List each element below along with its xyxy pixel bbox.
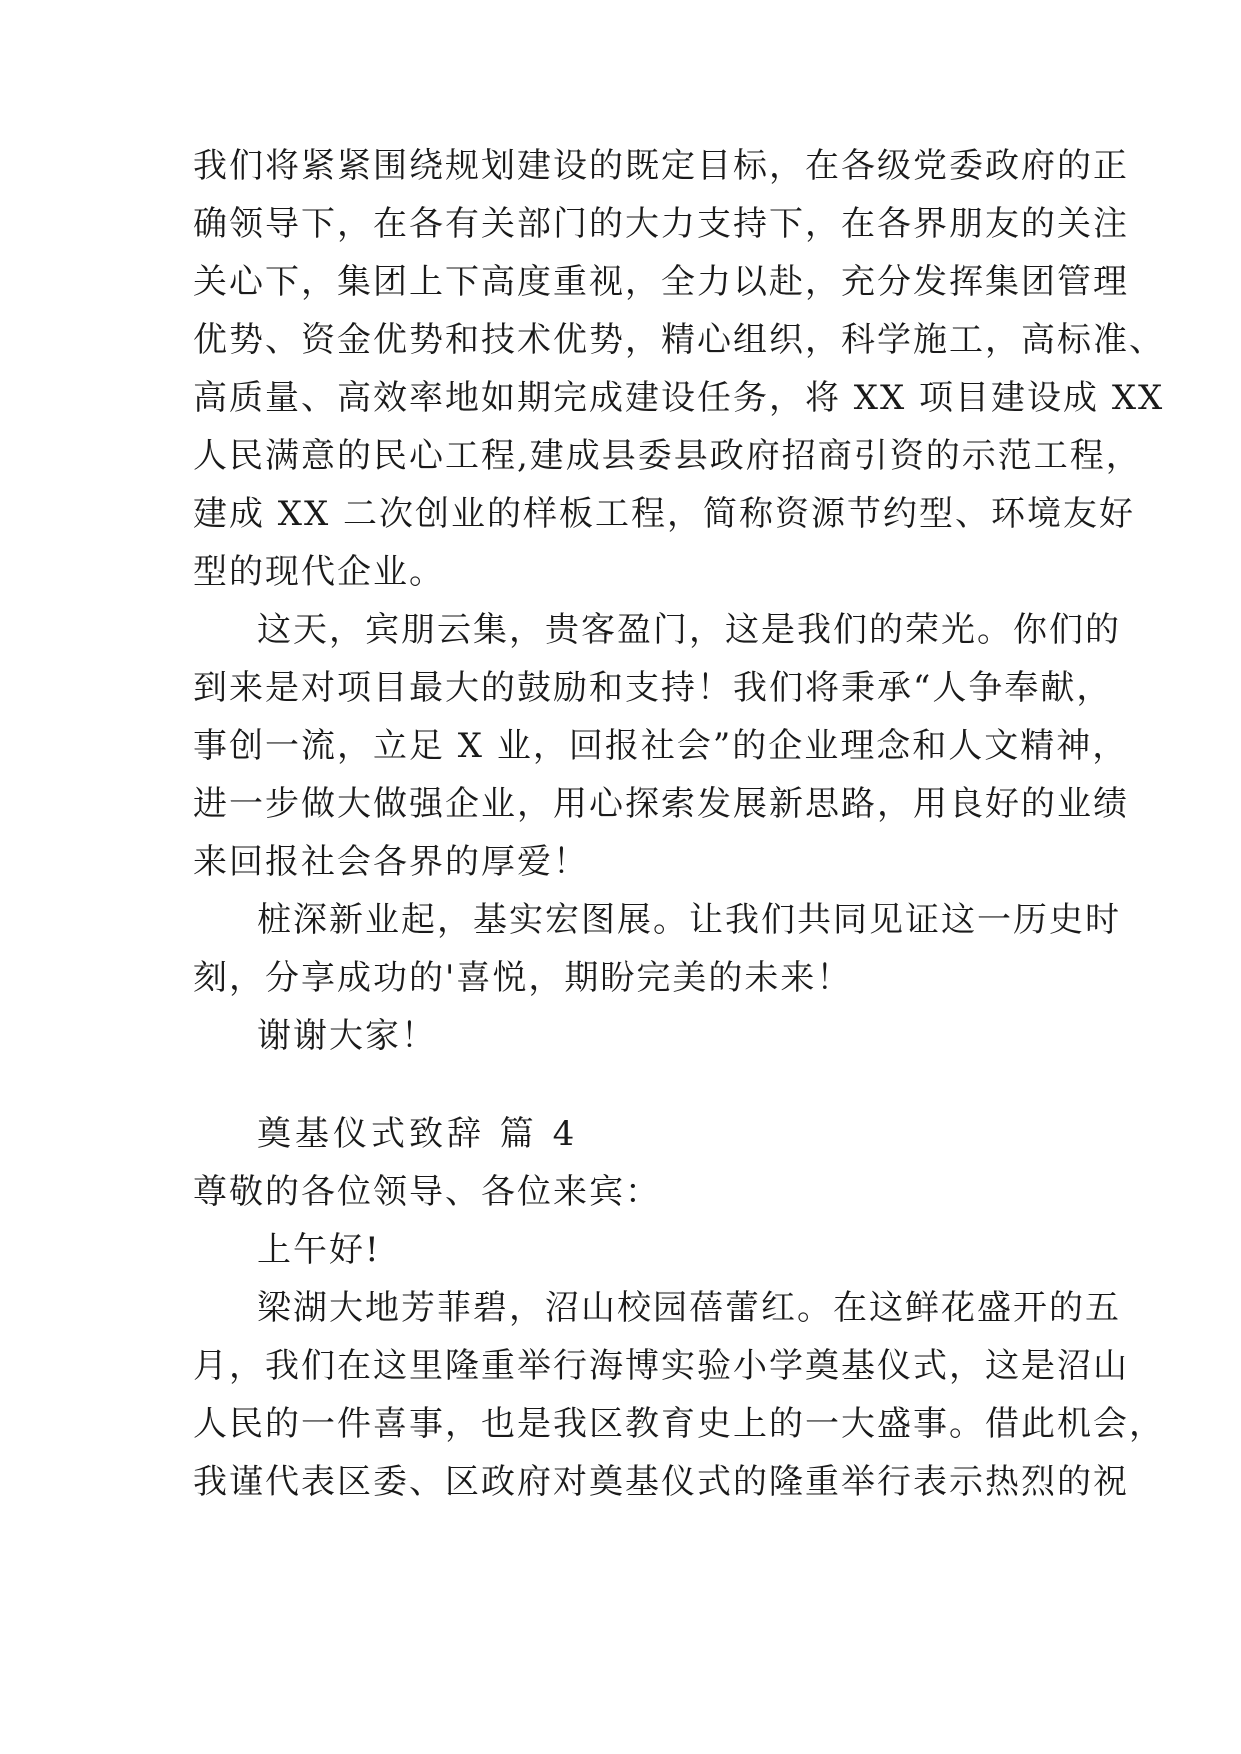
text-line: 梁湖大地芳菲碧，沼山校园蓓蕾红。在这鲜花盛开的五 — [257, 1288, 1121, 1328]
text-line: 桩深新业起，基实宏图展。让我们共同见证这一历史时 — [257, 900, 1121, 940]
text-line: 型的现代企业。 — [193, 552, 445, 592]
section-title: 奠基仪式致辞 篇 4 — [257, 1114, 579, 1154]
text-line: 月，我们在这里隆重举行海博实验小学奠基仪式，这是沼山 — [193, 1346, 1129, 1386]
text-line: 人民的一件喜事，也是我区教育史上的一大盛事。借此机会， — [193, 1404, 1165, 1444]
text-line: 事创一流，立足 X 业，回报社会”的企业理念和人文精神， — [193, 726, 1129, 766]
text-line: 刻，分享成功的'喜悦，期盼完美的未来！ — [193, 958, 853, 998]
text-line: 人民满意的民心工程,建成县委县政府招商引资的示范工程， — [193, 436, 1142, 476]
text-line: 进一步做大做强企业，用心探索发展新思路，用良好的业绩 — [193, 784, 1129, 824]
text-line: 谢谢大家！ — [257, 1016, 437, 1056]
text-line: 高质量、高效率地如期完成建设任务，将 XX 项目建设成 XX — [193, 378, 1165, 418]
text-line: 我谨代表区委、区政府对奠基仪式的隆重举行表示热烈的祝 — [193, 1462, 1129, 1502]
text-line: 优势、资金优势和技术优势，精心组织，科学施工，高标准、 — [193, 320, 1165, 360]
text-line: 确领导下，在各有关部门的大力支持下，在各界朋友的关注 — [193, 204, 1129, 244]
text-line: 关心下，集团上下高度重视，全力以赴，充分发挥集团管理 — [193, 262, 1129, 302]
text-line: 建成 XX 二次创业的样板工程，简称资源节约型、环境友好 — [193, 494, 1136, 534]
greeting: 上午好! — [257, 1230, 381, 1270]
text-line: 这天，宾朋云集，贵客盈门，这是我们的荣光。你们的 — [257, 610, 1121, 650]
salutation: 尊敬的各位领导、各位来宾： — [193, 1172, 661, 1212]
text-line: 来回报社会各界的厚爱！ — [193, 842, 589, 882]
text-line: 到来是对项目最大的鼓励和支持！我们将秉承“人争奉献， — [193, 668, 1113, 708]
text-line: 我们将紧紧围绕规划建设的既定目标，在各级党委政府的正 — [193, 146, 1129, 186]
